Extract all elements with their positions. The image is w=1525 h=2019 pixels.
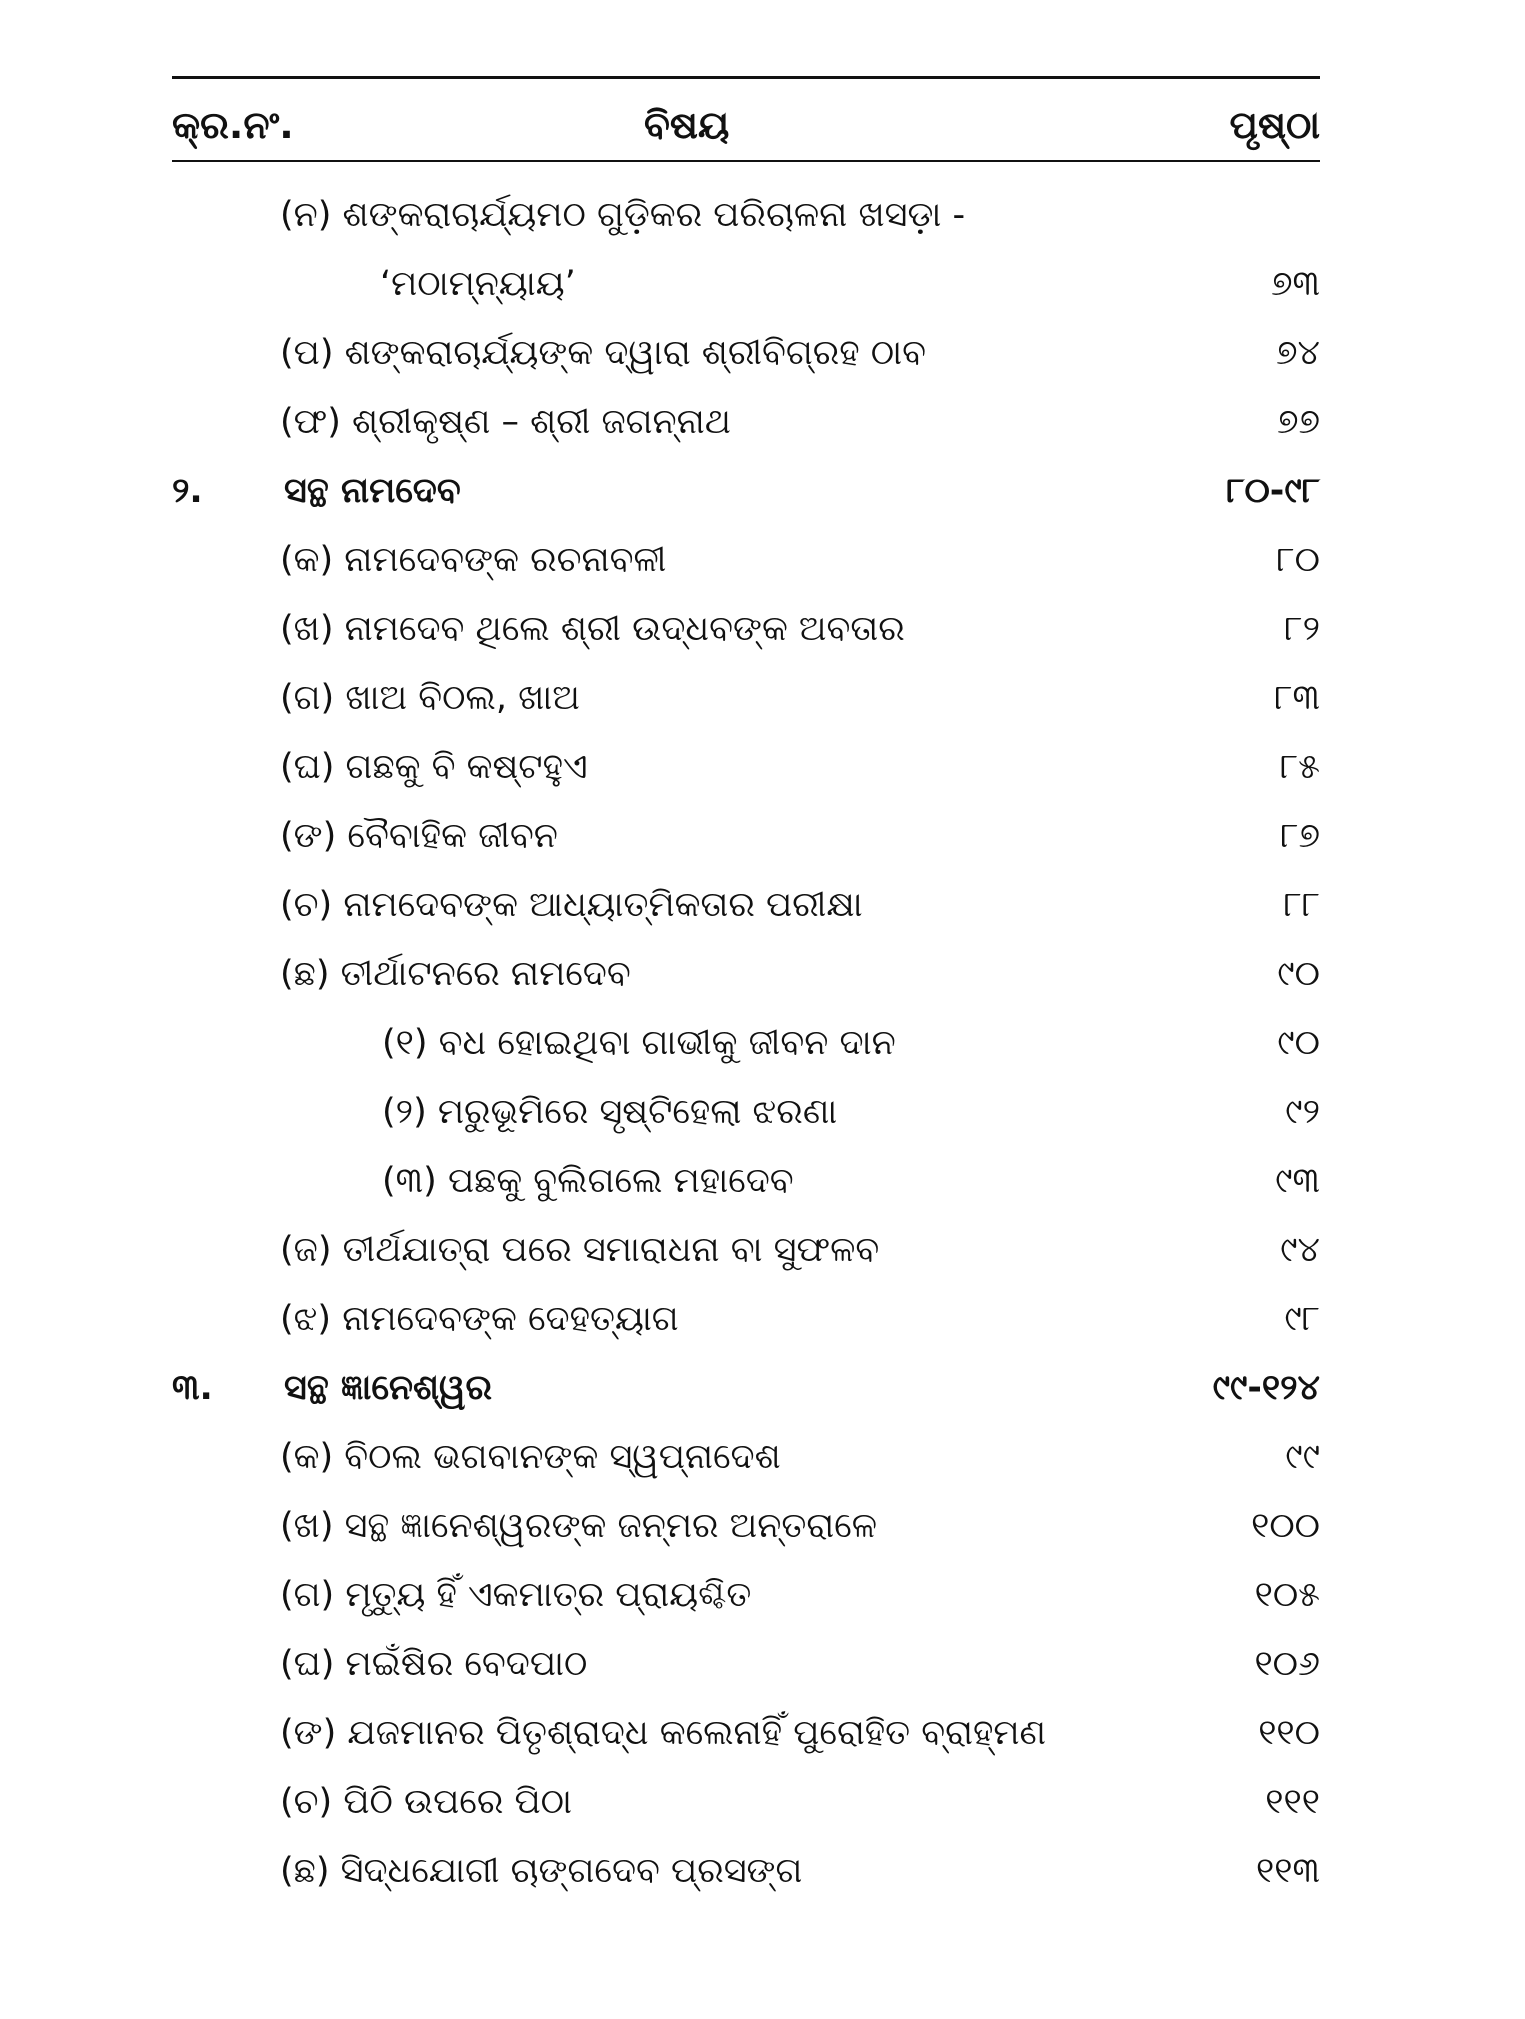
entry-page: ୯୦ — [1277, 954, 1320, 994]
entry-page: ୯୪ — [1280, 1230, 1320, 1270]
toc-entry-row — [172, 1708, 1320, 1777]
entry-page: ୮୭ — [1280, 816, 1320, 856]
entry-title: ସନ୍ଥ ନାମଦେବ — [284, 471, 461, 511]
toc-entry-row — [172, 604, 1320, 673]
header-rule — [172, 160, 1320, 162]
entry-page: ୧୧୧ — [1265, 1782, 1320, 1822]
entry-title: (ନ) ଶଙ୍କରାଚାର୍ଯ୍ୟମଠ ଗୁଡ଼ିକର ପରିଚାଳନା ଖସଡ଼ା - — [280, 195, 966, 235]
entry-title: (ଘ) ମଇଁଷିର ବେଦପାଠ — [280, 1644, 588, 1684]
entry-page: ୭୪ — [1276, 333, 1320, 373]
toc-entry-row — [172, 397, 1320, 466]
entry-title: ‘ମଠାମ୍ନ୍ୟାୟ’ — [380, 264, 576, 304]
toc-entry-row — [172, 1570, 1320, 1639]
entry-title: (ଙ) ଯଜମାନର ପିତୃଶ୍ରାଦ୍ଧ କଲେନାହିଁ ପୁରୋହିତ ବ୍ରାହ୍ମଣ — [280, 1713, 1046, 1753]
entry-title: (କ) ବିଠଲ ଭଗବାନଙ୍କ ସ୍ୱପ୍ନାଦେଶ — [280, 1437, 781, 1477]
toc-entry-row — [172, 535, 1320, 604]
top-rule — [172, 76, 1320, 79]
entry-page: ୮୦-୯୮ — [1226, 471, 1320, 511]
toc-entry-row — [172, 1639, 1320, 1708]
entry-page: ୯୮ — [1284, 1299, 1320, 1339]
entry-title: ସନ୍ଥ ଜ୍ଞାନେଶ୍ୱର — [284, 1368, 493, 1408]
toc-entry-row — [172, 1777, 1320, 1846]
header-subject: ବିଷୟ — [644, 103, 730, 147]
entry-title: (ଚ) ନାମଦେବଙ୍କ ଆଧ୍ୟାତ୍ମିକତାର ପରୀକ୍ଷା — [280, 885, 863, 925]
entry-title: (୨) ମରୁଭୂମିରେ ସୃଷ୍ଟିହେଲା ଝରଣା — [382, 1092, 838, 1132]
entry-title: (ପ) ଶଙ୍କରାଚାର୍ଯ୍ୟଙ୍କ ଦ୍ୱାରା ଶ୍ରୀବିଗ୍ରହ ଠାବ — [280, 333, 926, 373]
entry-number: ୩. — [172, 1368, 213, 1408]
entry-page: ୮୮ — [1283, 885, 1320, 925]
entry-page: ୮୦ — [1276, 540, 1320, 580]
entry-title: (ଛ) ସିଦ୍ଧଯୋଗୀ ଚାଙ୍ଗଦେବ ପ୍ରସଙ୍ଗ — [280, 1851, 803, 1891]
entry-page: ୧୧୩ — [1256, 1851, 1320, 1891]
entry-page: ୯୨ — [1285, 1092, 1320, 1132]
table-of-contents — [172, 190, 1320, 1915]
entry-page: ୯୯-୧୨୪ — [1212, 1368, 1320, 1408]
entry-page: ୯୩ — [1275, 1161, 1320, 1201]
entry-title: (ଗ) ଖାଅ ବିଠଲ, ଖାଅ — [280, 678, 580, 718]
entry-page: ୧୦୦ — [1251, 1506, 1320, 1546]
entry-title: (ଘ) ଗଛକୁ ବି କଷ୍ଟହୁଏ — [280, 747, 588, 787]
toc-entry-row — [172, 328, 1320, 397]
toc-entry-row — [172, 742, 1320, 811]
entry-title: (ଗ) ମୃତ୍ୟୁ ହିଁ ଏକମାତ୍ର ପ୍ରାୟଶ୍ଚିତ — [280, 1575, 752, 1615]
entry-title: (୩) ପଛକୁ ବୁଲିଗଲେ ମହାଦେବ — [382, 1161, 794, 1201]
entry-title: (ଝ) ନାମଦେବଙ୍କ ଦେହତ୍ୟାଗ — [280, 1299, 679, 1339]
header-serial-number: କ୍ର.ନଂ. — [172, 103, 294, 147]
entry-number: ୨. — [172, 471, 203, 511]
entry-title: (କ) ନାମଦେବଙ୍କ ରଚନାବଳୀ — [280, 540, 667, 580]
entry-title: (ଙ) ବୈବାହିକ ଜୀବନ — [280, 816, 558, 856]
entry-title: (ଖ) ନାମଦେବ ଥିଲେ ଶ୍ରୀ ଉଦ୍ଧବଙ୍କ ଅବତାର — [280, 609, 905, 649]
entry-title: (ଛ) ତୀର୍ଥାଟନରେ ନାମଦେବ — [280, 954, 631, 994]
toc-entry-row — [172, 1156, 1320, 1225]
toc-entry-row — [172, 811, 1320, 880]
toc-entry-row — [172, 1501, 1320, 1570]
entry-page: ୮୫ — [1279, 747, 1320, 787]
entry-title: (ଖ) ସନ୍ଥ ଜ୍ଞାନେଶ୍ୱରଙ୍କ ଜନ୍ମର ଅନ୍ତରାଳେ — [280, 1506, 877, 1546]
toc-entry-row — [172, 949, 1320, 1018]
toc-entry-row — [172, 1087, 1320, 1156]
toc-entry-row — [172, 1225, 1320, 1294]
entry-title: (ଜ) ତୀର୍ଥଯାତ୍ରା ପରେ ସମାରାଧନା ବା ସୁଫଳବ — [280, 1230, 880, 1270]
entry-page: ୭୭ — [1277, 402, 1320, 442]
entry-page: ୭୩ — [1271, 264, 1320, 304]
entry-title: (ଫ) ଶ୍ରୀକୃଷ୍ଣ – ଶ୍ରୀ ଜଗନ୍ନାଥ — [280, 402, 731, 442]
entry-page: ୮୩ — [1274, 678, 1320, 718]
entry-title: (୧) ବଧ ହୋଇଥିବା ଗାଭୀକୁ ଜୀବନ ଦାନ — [382, 1023, 896, 1063]
entry-page: ୯୯ — [1285, 1437, 1320, 1477]
toc-entry-row — [172, 1018, 1320, 1087]
toc-entry-row — [172, 190, 1320, 259]
header-page: ପୃଷ୍ଠା — [1229, 103, 1320, 147]
entry-page: ୮୨ — [1284, 609, 1320, 649]
entry-page: ୧୧୦ — [1258, 1713, 1320, 1753]
entry-title: (ଚ) ପିଠି ଉପରେ ପିଠା — [280, 1782, 573, 1822]
toc-chapter-row — [172, 1363, 1320, 1432]
entry-page: ୧୦୬ — [1254, 1644, 1320, 1684]
toc-entry-row — [172, 1432, 1320, 1501]
toc-entry-row — [172, 1294, 1320, 1363]
entry-page: ୯୦ — [1277, 1023, 1320, 1063]
entry-page: ୧୦୫ — [1254, 1575, 1320, 1615]
toc-entry-row — [172, 259, 1320, 328]
toc-entry-row — [172, 673, 1320, 742]
toc-chapter-row — [172, 466, 1320, 535]
toc-entry-row — [172, 880, 1320, 949]
toc-entry-row — [172, 1846, 1320, 1915]
